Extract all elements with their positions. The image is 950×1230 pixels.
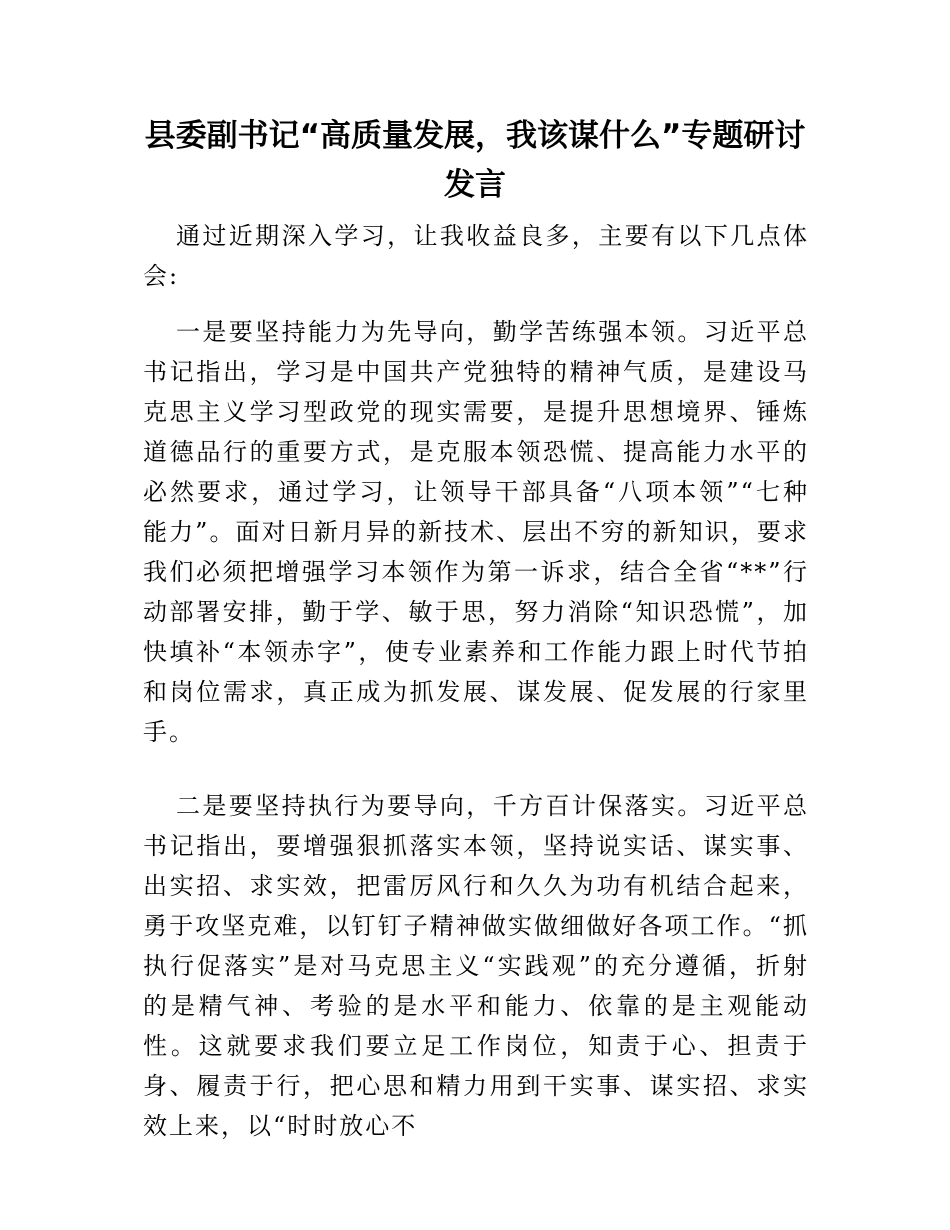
intro-paragraph: 通过近期深入学习，让我收益良多，主要有以下几点体会: <box>143 222 809 290</box>
document-title: 县委副书记“高质量发展，我该谋什么”专题研讨发言 <box>144 118 806 203</box>
paragraph-point-one: 一是要坚持能力为先导向，勤学苦练强本领。习近平总书记指出，学习是中国共产党独特的精神气质，是建设马克思主义学习型政党的现实需要，是提升思想境界、锤炼道德品行的重要方式，是克服本领恐慌、提高能力水平的必然要求，通过学习，让领导干部具备“八项本领”“七种能力”。面对日新月异的新技术、层出不穷的新知识，要求我们必须把增强学习本领作为第一诉求，结合全省“**”行动部署安排，勤于学、敏于思，努力消除“知识恐慌”，加快填补“本领赤字”，使专业素养和工作能力跟上时代节拍和岗位需求，真正成为抓发展、谋发展、促发展的行家里手。 <box>143 318 809 746</box>
paragraph-point-two: 二是要坚持执行为要导向，千方百计保落实。习近平总书记指出，要增强狠抓落实本领，坚持说实话、谋实事、出实招、求实效，把雷厉风行和久久为功有机结合起来，勇于攻坚克难，以钉钉子精神做实做细做好各项工作。“抓执行促落实”是对马克思主义“实践观”的充分遵循，折射的是精气神、考验的是水平和能力、依靠的是主观能动性。这就要求我们要立足工作岗位，知责于心、担责于身、履责于行，把心思和精力用到干实事、谋实招、求实效上来，以“时时放心不 <box>143 792 809 1140</box>
